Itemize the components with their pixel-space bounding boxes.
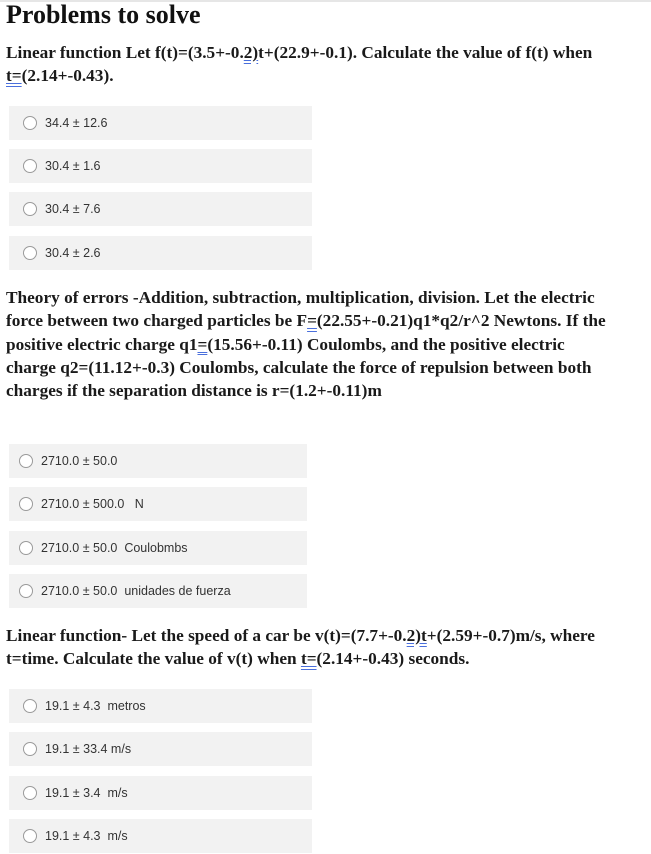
question-1-option-1[interactable] [9, 106, 312, 140]
radio-circle-icon[interactable] [23, 829, 37, 843]
option-label: 30.4 ± 2.6 [45, 246, 101, 260]
question-3-part: Linear function- Let the speed of a car be v(t)=(7.7+-0. [6, 626, 407, 645]
question-3-option-1[interactable] [9, 689, 312, 723]
radio-circle-icon[interactable] [19, 541, 33, 555]
question-2-option-2[interactable] [9, 487, 307, 521]
radio-circle-icon[interactable] [23, 116, 37, 130]
question-1-option-4[interactable] [9, 236, 312, 270]
radio-circle-icon[interactable] [23, 159, 37, 173]
option-label: 2710.0 ± 50.0 Coulobmbs [41, 541, 188, 555]
option-label: 34.4 ± 12.6 [45, 116, 108, 130]
radio-circle-icon[interactable] [19, 584, 33, 598]
question-1-part: Linear function Let f(t)=(3.5+-0. [6, 43, 244, 62]
option-label: 2710.0 ± 500.0 N [41, 497, 144, 511]
question-1-part: (2.14+-0.43). [21, 66, 114, 86]
question-3-part: (2.14+-0.43) seconds. [316, 649, 470, 669]
radio-circle-icon[interactable] [19, 454, 33, 468]
option-label: 19.1 ± 4.3 metros [45, 699, 146, 713]
question-1-option-3[interactable] [9, 192, 312, 226]
question-2-text [6, 286, 606, 402]
question-3-part: +(2.59+-0.7)m/s, where t=time. Calculate the value of v(t) when [6, 626, 595, 669]
question-2-option-4[interactable] [9, 574, 307, 608]
radio-circle-icon[interactable] [23, 202, 37, 216]
question-2-part: (22.55+-0.21)q1*q2/r^2 Newtons. If the positive electric charge q1 [6, 311, 606, 354]
question-2-part-underlined: = [197, 334, 208, 354]
radio-circle-icon[interactable] [23, 742, 37, 756]
option-label: 30.4 ± 1.6 [45, 159, 101, 173]
radio-circle-icon[interactable] [23, 699, 37, 713]
option-label: 2710.0 ± 50.0 unidades de fuerza [41, 584, 231, 598]
question-3-option-4[interactable] [9, 819, 312, 853]
question-1-text [6, 41, 606, 88]
radio-circle-icon[interactable] [23, 786, 37, 800]
option-label: 19.1 ± 33.4 m/s [45, 742, 132, 756]
question-1-part-underlined: 2) [243, 43, 259, 62]
question-2-part: (15.56+-0.11) Coulombs, and the positive electric charge q2=(11.12+-0.3) Coulombs, calculate the force of repulsion between both charges if the separation distance is r=(1.2+-0.11)m [6, 334, 592, 401]
question-3-option-3[interactable] [9, 776, 312, 810]
option-label: 19.1 ± 4.3 m/s [45, 829, 128, 843]
radio-circle-icon[interactable] [23, 246, 37, 260]
question-2-part: Theory of errors -Addition, subtraction, multiplication, division. Let the electric force between two charged particles be F [6, 288, 595, 331]
option-label: 2710.0 ± 50.0 [41, 454, 118, 468]
question-3-option-2[interactable] [9, 732, 312, 766]
question-2-part-underlined: = [307, 311, 317, 331]
option-label: 19.1 ± 3.4 m/s [45, 786, 128, 800]
question-2-option-1[interactable] [9, 444, 307, 478]
question-3-text [6, 624, 606, 671]
question-1-part: t+(22.9+-0.1). Calculate the value of f(t) when [258, 43, 593, 62]
question-3-part-underlined: t= [300, 649, 317, 669]
radio-circle-icon[interactable] [19, 497, 33, 511]
question-1-part-underlined: t= [6, 66, 22, 86]
question-3-part-underlined: 2)t [406, 626, 427, 645]
option-label: 30.4 ± 7.6 [45, 202, 101, 216]
page-title: Problems to solve [6, 0, 201, 29]
question-1-option-2[interactable] [9, 149, 312, 183]
question-2-option-3[interactable] [9, 531, 307, 565]
